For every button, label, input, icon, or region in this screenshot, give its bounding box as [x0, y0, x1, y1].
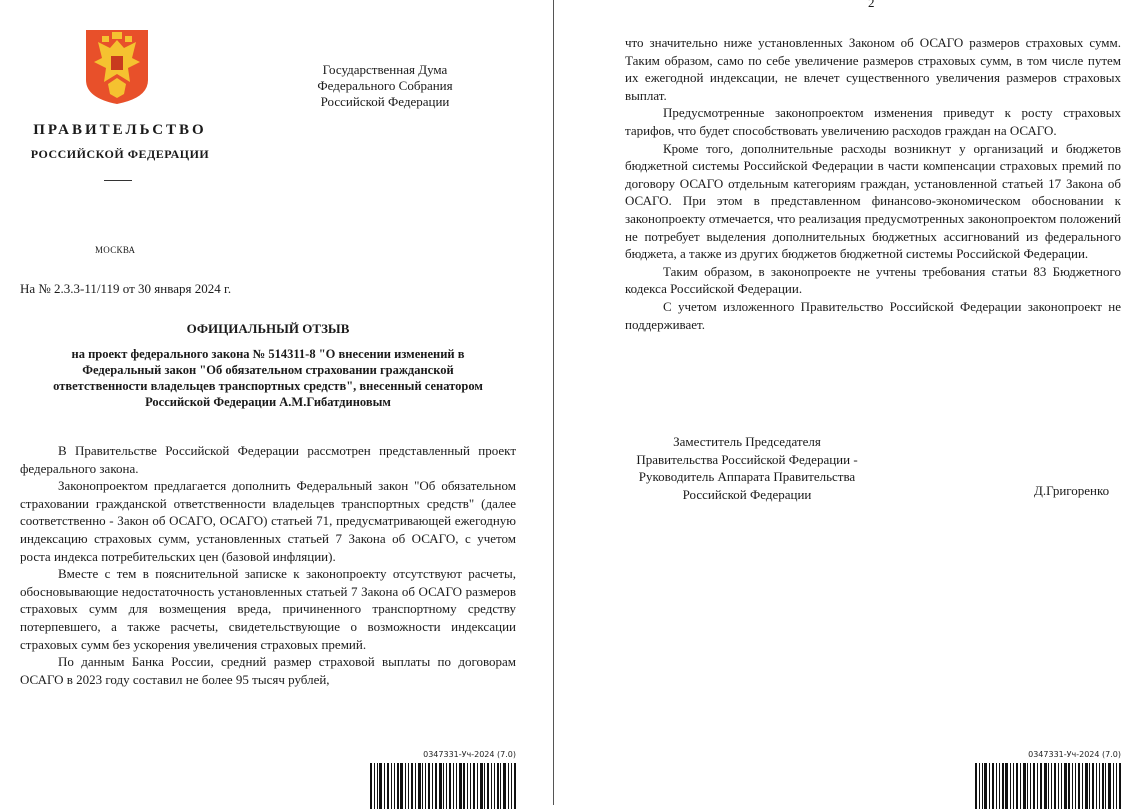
signer-title	[612, 433, 882, 503]
barcode-bar	[428, 763, 430, 809]
barcode-bar	[1064, 763, 1067, 809]
barcode-bar	[377, 763, 378, 809]
barcode-bar	[400, 763, 403, 809]
barcode-bar	[391, 763, 392, 809]
barcode-bar	[394, 763, 395, 809]
barcode-bar	[1085, 763, 1088, 809]
barcode-bar	[1116, 763, 1117, 809]
barcode-bar	[456, 763, 457, 809]
barcode-bar	[1075, 763, 1076, 809]
signer-name: Д.Григоренко	[1034, 483, 1110, 498]
barcode-bar	[1096, 763, 1097, 809]
barcode-bar	[989, 763, 990, 809]
page1-barcode-block	[370, 750, 516, 809]
barcode-bar	[1033, 763, 1035, 809]
barcode-bar	[439, 763, 442, 809]
barcode-bar	[480, 763, 483, 809]
signer-title-line: Заместитель Председателя	[673, 434, 821, 449]
barcode-bar	[1072, 763, 1073, 809]
barcode-bar	[1078, 763, 1080, 809]
barcode-bar	[1044, 763, 1047, 809]
barcode-bar	[405, 763, 406, 809]
body-paragraph: что значительно ниже установленных Законом об ОСАГО размеров страховых сумм. Таким образом, само по себе увеличение размеров страховых сумм, в том числе путем их ежегодной индексации, не влечет существенного увеличения размеров страховых выплат.	[625, 35, 1121, 103]
barcode-bar	[503, 763, 506, 809]
barcode-bar	[449, 763, 451, 809]
barcode-bar	[411, 763, 413, 809]
barcode-bar	[459, 763, 462, 809]
barcode-bar	[999, 763, 1000, 809]
barcode-bar	[1058, 763, 1059, 809]
barcode-bar	[979, 763, 980, 809]
barcode-icon	[370, 763, 516, 809]
barcode-bar	[992, 763, 994, 809]
page2-body	[625, 34, 1121, 333]
government-title: ПРАВИТЕЛЬСТВО	[33, 122, 207, 138]
barcode-bar	[443, 763, 444, 809]
barcode-bar	[497, 763, 499, 809]
signer-title-line: Правительства Российской Федерации -	[636, 451, 858, 467]
barcode-bar	[387, 763, 389, 809]
barcode-bar	[1023, 763, 1026, 809]
barcode-bar	[1010, 763, 1011, 809]
barcode-bar	[467, 763, 468, 809]
barcode-bar	[397, 763, 399, 809]
barcode-bar	[1108, 763, 1111, 809]
body-paragraph: С учетом изложенного Правительство Российской Федерации законопроект не поддерживает.	[625, 298, 1121, 332]
government-subtitle: РОССИЙСКОЙ ФЕДЕРАЦИИ	[30, 147, 210, 161]
barcode-bar	[374, 763, 375, 809]
barcode-bar	[473, 763, 475, 809]
barcode-bar	[1048, 763, 1049, 809]
barcode-text: 0347331-Уч-2024 (7.0)	[1028, 750, 1121, 759]
barcode-bar	[1037, 763, 1038, 809]
barcode-bar	[1013, 763, 1014, 809]
body-paragraph: По данным Банка России, средний размер страховой выплаты по договорам ОСАГО в 2023 году составил не более 95 тысяч рублей,	[20, 654, 516, 687]
barcode-bar	[1082, 763, 1083, 809]
page-number: 2	[868, 0, 875, 10]
barcode-bar	[477, 763, 478, 809]
barcode-bar	[432, 763, 433, 809]
page1-body	[20, 442, 516, 688]
barcode-bar	[1040, 763, 1042, 809]
barcode-bar	[453, 763, 454, 809]
barcode-bar	[384, 763, 385, 809]
barcode-bar	[984, 763, 987, 809]
addressee-block	[300, 62, 470, 110]
barcode-bar	[408, 763, 409, 809]
barcode-bar	[1020, 763, 1021, 809]
city-label: МОСКВА	[95, 245, 136, 255]
page2-barcode-block	[975, 750, 1121, 809]
barcode-bar	[975, 763, 977, 809]
review-title: ОФИЦИАЛЬНЫЙ ОТЗЫВ	[186, 321, 350, 336]
barcode-bar	[463, 763, 465, 809]
barcode-bar	[1030, 763, 1031, 809]
barcode-bar	[422, 763, 423, 809]
coat-of-arms-icon	[84, 28, 150, 106]
barcode-bar	[470, 763, 471, 809]
barcode-bar	[1119, 763, 1121, 809]
review-subject: на проект федерального закона № 514311-8 "О внесении изменений в Федеральный закон "Об обязательном страховании гражданской ответственности владельцев транспортных средств", внесенный сенатором Российской Федерации А.М.Гибатдиновым	[53, 347, 483, 409]
barcode-bar	[1105, 763, 1106, 809]
barcode-bar	[418, 763, 421, 809]
barcode-bar	[494, 763, 495, 809]
signer-title-line: Руководитель Аппарата Правительства	[638, 469, 856, 485]
barcode-bar	[435, 763, 437, 809]
body-paragraph: Законопроектом предлагается дополнить Федеральный закон "Об обязательном страховании гражданской ответственности владельцев транспортных средств" (далее соответственно - Закон об ОСАГО, ОСАГО) статьей 71, предусматривающей ежегодную индексацию страховых сумм, установленных статьей 7 Закона об ОСАГО, с учетом роста индекса потребительских цен (базовой инфляции).	[20, 478, 516, 564]
barcode-bar	[511, 763, 512, 809]
barcode-bar	[379, 763, 382, 809]
barcode-bar	[487, 763, 489, 809]
barcode-bar	[1102, 763, 1104, 809]
barcode-icon	[975, 763, 1121, 809]
barcode-bar	[446, 763, 447, 809]
barcode-bar	[982, 763, 983, 809]
barcode-bar	[1099, 763, 1100, 809]
barcode-bar	[1092, 763, 1094, 809]
barcode-bar	[491, 763, 492, 809]
barcode-bar	[1054, 763, 1056, 809]
barcode-bar	[1002, 763, 1004, 809]
barcode-text: 0347331-Уч-2024 (7.0)	[423, 750, 516, 759]
reference-line: На № 2.3.3-11/119 от 30 января 2024 г.	[20, 281, 232, 296]
barcode-bar	[1089, 763, 1090, 809]
page-divider	[553, 0, 554, 805]
body-paragraph: Вместе с тем в пояснительной записке к законопроекту отсутствуют расчеты, обосновывающие недостаточность установленных статьей 7 Закона об ОСАГО размеров страховых сумм для возмещения вреда, причиненного транспортному средству потерпевшего, а также расчеты, свидетельствующие о возможности индексации страховых сумм без ускорения увеличения страховых премий.	[20, 566, 516, 652]
barcode-bar	[484, 763, 485, 809]
signer-title-line: Российской Федерации	[682, 486, 812, 502]
addressee-line: Российской Федерации	[320, 94, 450, 109]
barcode-bar	[514, 763, 516, 809]
header-rule	[104, 180, 132, 181]
body-paragraph: В Правительстве Российской Федерации рассмотрен представленный проект федерального закона.	[20, 443, 516, 476]
addressee-line: Государственная Дума	[322, 62, 448, 77]
barcode-bar	[996, 763, 997, 809]
barcode-bar	[1061, 763, 1062, 809]
barcode-bar	[1027, 763, 1028, 809]
barcode-bar	[1068, 763, 1070, 809]
barcode-bar	[370, 763, 372, 809]
barcode-bar	[1005, 763, 1008, 809]
body-paragraph: Предусмотренные законопроектом изменения приведут к росту страховых тарифов, что будет способствовать увеличению расходов граждан на ОСАГО.	[625, 105, 1121, 138]
barcode-bar	[1016, 763, 1018, 809]
barcode-bar	[1051, 763, 1052, 809]
addressee-line: Федерального Собрания	[317, 78, 453, 93]
body-paragraph: Таким образом, в законопроекте не учтены требования статьи 83 Бюджетного кодекса Российской Федерации.	[625, 263, 1121, 297]
barcode-bar	[415, 763, 416, 809]
barcode-bar	[500, 763, 501, 809]
body-paragraph: Кроме того, дополнительные расходы возникнут у организаций и бюджетов бюджетной системы Российской Федерации в части компенсации страховых премий по договору ОСАГО отдельным категориям граждан, установленной статьей 17 Закона об ОСАГО. При этом в представленном финансово-экономическом обосновании к законопроекту отмечается, что реализация предусмотренных законопроектом положений не потребует выделения дополнительных бюджетных ассигнований из федерального бюджета, а также из других бюджетов бюджетной системы Российской Федерации.	[625, 140, 1121, 262]
barcode-bar	[1113, 763, 1114, 809]
barcode-bar	[425, 763, 426, 809]
barcode-bar	[508, 763, 509, 809]
